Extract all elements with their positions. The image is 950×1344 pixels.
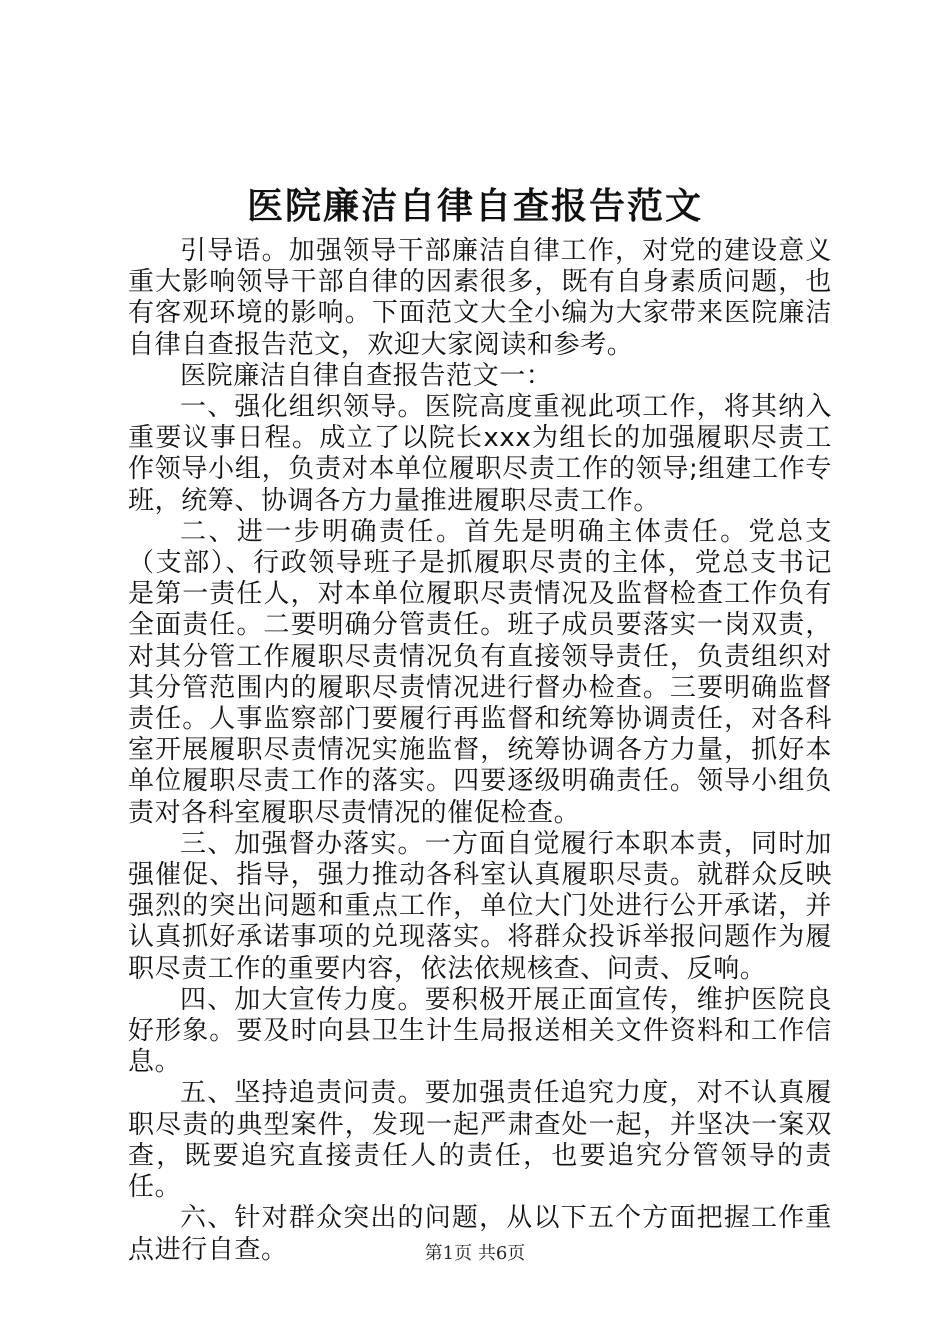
paragraph-section-5: 五、坚持追责问责。要加强责任追究力度，对不认真履职尽责的典型案件，发现一起严肃查处一起，并坚决一案双查，既要追究直接责任人的责任，也要追究分管领导的责任。 [128,1078,832,1203]
paragraph-sample-heading: 医院廉洁自律自查报告范文一： [180,360,553,391]
document-title: 医院廉洁自律自查报告范文 [246,185,703,227]
paragraph-section-2: 二、进一步明确责任。首先是明确主体责任。党总支（支部）、行政领导班子是抓履职尽责的主体，党总支书记是第一责任人，对本单位履职尽责情况及监督检查工作负有全面责任。二要明确分管责任。班子成员要落实一岗双责，对其分管工作履职尽责情况负有直接领导责任，负责组织对其分管范围内的履职尽责情况进行督办检查。三要明确监督责任。人事监察部门要履行再监督和统筹协调责任，对各科室开展履职尽责情况实施监督，统筹协调各方力量，抓好本单位履职尽责工作的落实。四要逐级明确责任。领导小组负责对各科室履职尽责情况的催促检查。 [128,516,832,828]
paragraph-section-6: 六、针对群众突出的问题，从以下五个方面把握工作重点进行自查。 [128,1203,832,1265]
page-number-footer: 第1页 共6页 [424,1243,526,1264]
paragraph-section-1: 一、强化组织领导。医院高度重视此项工作，将其纳入重要议事日程。成立了以院长xxx为组长的加强履职尽责工作领导小组，负责对本单位履职尽责工作的领导;组建工作专班，统筹、协调各方力量推进履职尽责工作。 [128,392,832,516]
paragraph-intro: 引导语。加强领导干部廉洁自律工作，对党的建设意义重大影响领导干部自律的因素很多，既有自身素质问题，也有客观环境的影响。下面范文大全小编为大家带来医院廉洁自律自查报告范文，欢迎大家阅读和参考。 [128,236,832,360]
paragraph-section-3: 三、加强督办落实。一方面自觉履行本职本责，同时加强催促、指导，强力推动各科室认真履职尽责。就群众反映强烈的突出问题和重点工作，单位大门处进行公开承诺，并认真抓好承诺事项的兑现落实。将群众投诉举报问题作为履职尽责工作的重要内容，依法依规核查、问责、反响。 [128,828,832,984]
paragraph-section-4: 四、加大宣传力度。要积极开展正面宣传，维护医院良好形象。要及时向县卫生计生局报送相关文件资料和工作信息。 [128,984,832,1078]
document-body [128,236,832,1266]
